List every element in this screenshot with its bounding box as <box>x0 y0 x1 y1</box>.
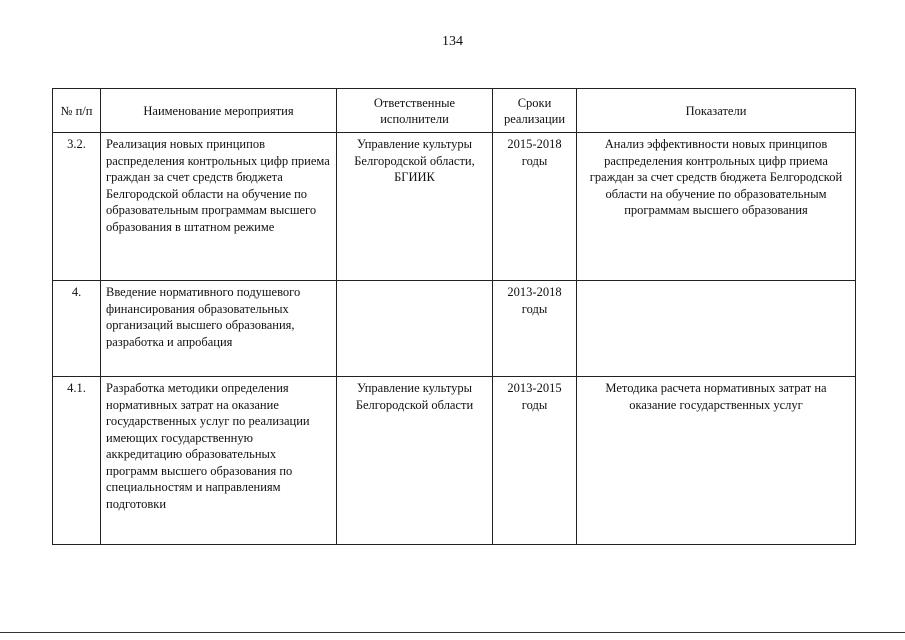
period: 2015-2018 годы <box>493 133 577 281</box>
table-header-row <box>53 89 856 133</box>
indicators: Анализ эффективности новых принципов распределения контрольных цифр приема граждан за счет средств бюджета Белгородской области на обучение по образовательным программам высшего образования <box>577 133 856 281</box>
header-period: Сроки реализации <box>493 89 577 133</box>
row-number: 4.1. <box>53 377 101 545</box>
header-executors: Ответственные исполнители <box>337 89 493 133</box>
measure-name: Разработка методики определения нормативных затрат на оказание государственных услуг по реализации имеющих государственную аккредитацию образовательных программ высшего образования по специальностям и направлениям подготовки <box>101 377 337 545</box>
indicators <box>577 281 856 377</box>
header-measure-name: Наименование мероприятия <box>101 89 337 133</box>
measure-name: Введение нормативного подушевого финансирования образовательных организаций высшего образования, разработка и апробация <box>101 281 337 377</box>
header-indicators: Показатели <box>577 89 856 133</box>
row-number: 3.2. <box>53 133 101 281</box>
page-bottom-rule <box>0 632 905 633</box>
table-row <box>53 377 856 545</box>
measures-table <box>52 88 856 545</box>
page-number: 134 <box>442 34 463 49</box>
table-row <box>53 133 856 281</box>
table-row <box>53 281 856 377</box>
executors: Управление культуры Белгородской области <box>337 377 493 545</box>
executors <box>337 281 493 377</box>
executors: Управление культуры Белгородской области, БГИИК <box>337 133 493 281</box>
period: 2013-2018 годы <box>493 281 577 377</box>
indicators: Методика расчета нормативных затрат на оказание государственных услуг <box>577 377 856 545</box>
header-number: № п/п <box>53 89 101 133</box>
row-number: 4. <box>53 281 101 377</box>
measure-name: Реализация новых принципов распределения контрольных цифр приема граждан за счет средств бюджета Белгородской области на обучение по образовательным программам высшего образования в штатном режиме <box>101 133 337 281</box>
period: 2013-2015 годы <box>493 377 577 545</box>
